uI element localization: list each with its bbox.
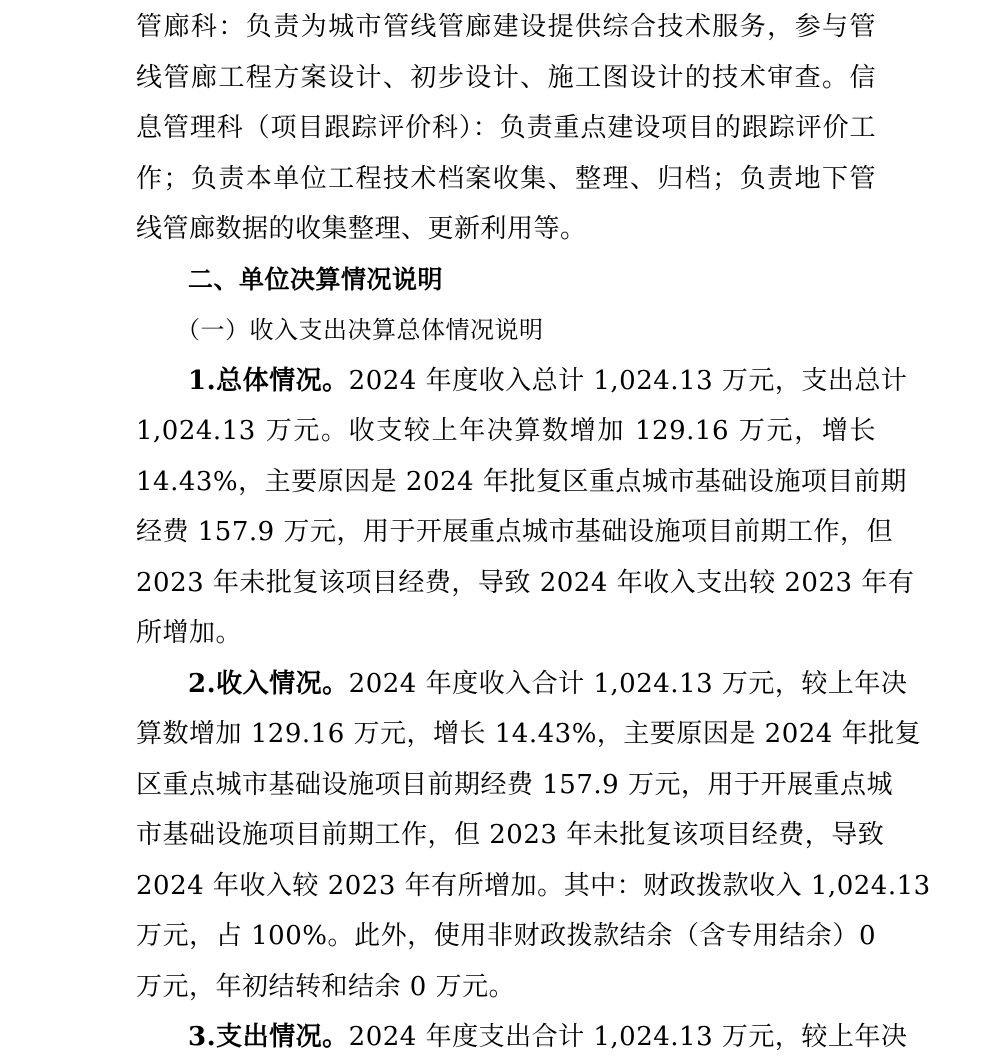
paragraph-lead: 2.收入情况。 [188,668,349,699]
text-line [136,659,908,710]
text-line: 1,024.13 万元。收支较上年决算数增加 129.16 万元，增长 [136,416,876,446]
text-line: 线管廊数据的收集整理、更新利用等。 [136,214,587,244]
text-line: 区重点城市基础设施项目前期经费 157.9 万元，用于开展重点城 [136,769,893,800]
text-line: 14.43%，主要原因是 2024 年批复区重点城市基础设施项目前期 [136,466,907,497]
subsection-heading: （一）收入支出决算总体情况说明 [176,316,544,344]
paragraph-income [136,659,931,1013]
text-line: 经费 157.9 万元，用于开展重点城市基础设施项目前期工作，但 [136,517,893,547]
paragraph-lead: 1.总体情况。 [188,365,349,396]
text-line: 管廊科：负责为城市管线管廊建设提供综合技术服务，参与管 [136,12,876,42]
text-line [136,1012,908,1063]
paragraph-department-duties [136,2,876,255]
paragraph-expense [136,1012,908,1063]
text-line: 线管廊工程方案设计、初步设计、施工图设计的技术审查。信 [136,62,876,93]
paragraph-text: 2024 年度支出合计 1,024.13 万元，较上年决 [348,1022,908,1052]
paragraph-lead: 3.支出情况。 [188,1022,349,1052]
text-line: 万元，占 100%。此外，使用非财政拨款结余（含专用结余）0 [136,921,876,951]
section-heading: 二、单位决算情况说明 [188,264,444,294]
text-line: 算数增加 129.16 万元，增长 14.43%，主要原因是 2024 年批复 [136,719,922,749]
paragraph-text: 2024 年度收入总计 1,024.13 万元，支出总计 [348,365,908,396]
text-line: 2024 年收入较 2023 年有所增加。其中：财政拨款收入 1,024.13 [136,870,931,901]
text-line: 万元，年初结转和结余 0 万元。 [136,971,516,1002]
text-line: 息管理科（项目跟踪评价科）：负责重点建设项目的跟踪评价工 [136,113,876,143]
text-line: 市基础设施项目前期工作，但 2023 年未批复该项目经费，导致 [136,820,885,850]
text-line: 作；负责本单位工程技术档案收集、整理、归档；负责地下管 [136,163,876,194]
document-page [136,0,931,1063]
text-line: 所增加。 [136,618,243,648]
paragraph-overall [136,356,915,659]
text-line [136,356,908,407]
text-line: 2023 年未批复该项目经费，导致 2024 年收入支出较 2023 年有 [136,567,915,598]
paragraph-text: 2024 年度收入合计 1,024.13 万元，较上年决 [348,668,908,699]
